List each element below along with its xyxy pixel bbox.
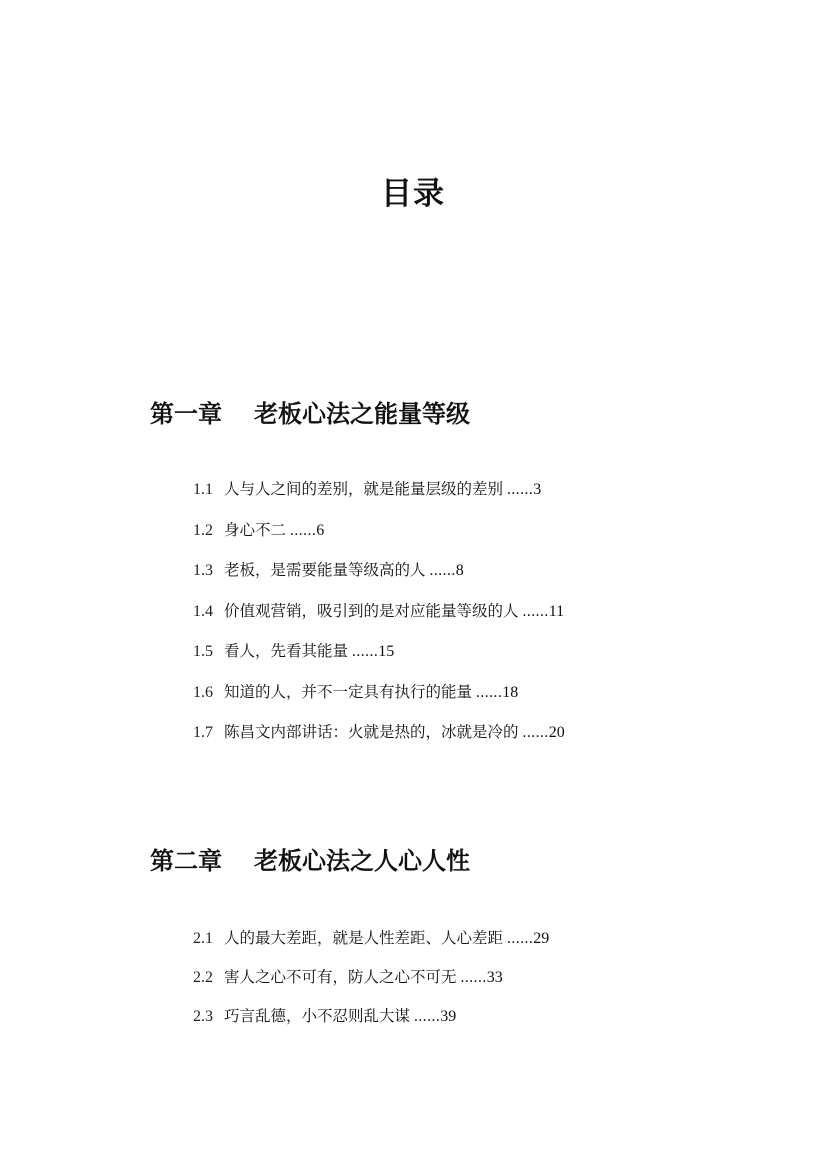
entry-number: 1.5 xyxy=(193,643,213,660)
entry-title: 害人之心不可有，防人之心不可无 xyxy=(224,968,457,986)
chapter-1 xyxy=(150,396,750,762)
entry-title: 价值观营销，吸引到的是对应能量等级的人 xyxy=(224,601,519,620)
entry-page-number: 11 xyxy=(548,602,565,620)
entry-page-number: 3 xyxy=(533,481,542,498)
entry-title: 知道的人，并不一定具有执行的能量 xyxy=(224,682,473,701)
entry-leader-dots: ...... xyxy=(522,724,549,741)
entry-number: 2.1 xyxy=(193,930,213,947)
chapter-title: 老板心法之能量等级 xyxy=(254,400,470,428)
chapter-heading xyxy=(150,396,750,432)
entry-leader-dots: ...... xyxy=(522,602,549,620)
entry-number: 1.4 xyxy=(193,602,213,620)
entry-number: 1.1 xyxy=(193,481,213,498)
toc-entry-2-3[interactable] xyxy=(193,1005,750,1044)
entry-title: 人的最大差距，就是人性差距、人心差距 xyxy=(224,929,504,947)
chapter-heading xyxy=(150,843,750,879)
entry-leader-dots: ...... xyxy=(507,481,534,498)
entry-title: 身心不二 xyxy=(224,520,287,539)
entry-title: 巧言乱德，小不忍则乱大谋 xyxy=(224,1007,411,1025)
entry-number: 1.7 xyxy=(193,724,213,741)
toc-entry-2-1[interactable] xyxy=(193,927,750,966)
toc-entry-1-1[interactable] xyxy=(193,478,750,519)
entry-leader-dots: ...... xyxy=(476,683,503,701)
entry-leader-dots: ...... xyxy=(414,1008,441,1025)
toc-entry-1-7[interactable] xyxy=(193,721,750,762)
entry-page-number: 18 xyxy=(502,683,519,701)
chapter-number: 第一章 xyxy=(150,400,222,428)
entry-title: 陈昌文内部讲话：火就是热的，冰就是冷的 xyxy=(224,723,519,741)
toc-entry-1-6[interactable] xyxy=(193,681,750,722)
entry-leader-dots: ...... xyxy=(507,930,534,947)
entry-title: 人与人之间的差别，就是能量层级的差别 xyxy=(224,480,504,498)
entry-leader-dots: ...... xyxy=(290,521,317,539)
entry-title: 看人，先看其能量 xyxy=(224,642,349,660)
entry-number: 1.2 xyxy=(193,521,213,539)
toc-list xyxy=(150,478,750,762)
chapter-title: 老板心法之人心人性 xyxy=(254,847,470,875)
page-title: 目录 xyxy=(381,176,445,212)
chapter-2 xyxy=(150,843,750,1044)
toc-entry-1-2[interactable] xyxy=(193,519,750,560)
entry-title: 老板，是需要能量等级高的人 xyxy=(224,561,426,579)
entry-page-number: 29 xyxy=(533,930,550,947)
entry-page-number: 20 xyxy=(548,724,565,741)
entry-page-number: 39 xyxy=(440,1008,457,1025)
toc-entry-1-5[interactable] xyxy=(193,640,750,681)
entry-leader-dots: ...... xyxy=(460,969,487,986)
entry-page-number: 8 xyxy=(455,562,464,579)
toc-entry-1-3[interactable] xyxy=(193,559,750,600)
toc-entry-2-2[interactable] xyxy=(193,966,750,1005)
entry-number: 1.3 xyxy=(193,562,213,579)
entry-leader-dots: ...... xyxy=(352,643,379,660)
entry-number: 2.3 xyxy=(193,1008,213,1025)
entry-page-number: 15 xyxy=(378,643,395,660)
entry-page-number: 33 xyxy=(486,969,503,986)
toc-entry-1-4[interactable] xyxy=(193,600,750,641)
entry-number: 2.2 xyxy=(193,969,213,986)
entry-leader-dots: ...... xyxy=(429,562,456,579)
chapter-number: 第二章 xyxy=(150,847,222,875)
toc-list xyxy=(150,927,750,1044)
entry-page-number: 6 xyxy=(316,521,325,539)
entry-number: 1.6 xyxy=(193,683,213,701)
